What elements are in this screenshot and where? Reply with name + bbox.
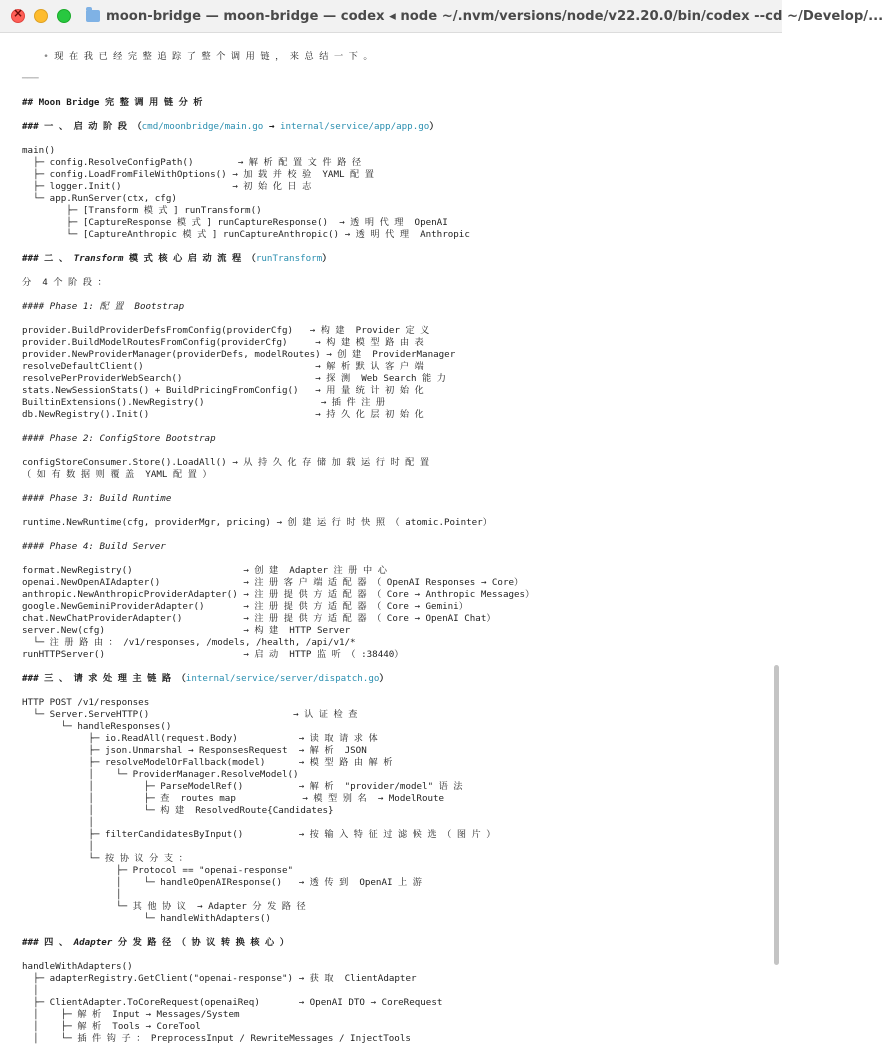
output-line: ├─ ClientAdapter.ToCoreRequest(openaiReq) → OpenAI DTO → CoreRequest (22, 997, 443, 1008)
scrollbar-thumb[interactable] (774, 665, 779, 965)
output-line: anthropic.NewAnthropicProviderAdapter() → 注 册 提 供 方 适 配 器 （ Core → Anthropic Messages） (22, 589, 535, 600)
output-line: main() (22, 145, 56, 156)
output-line: └─ handleResponses() (22, 721, 172, 732)
file-path-link[interactable]: internal/service/server/dispatch.go (185, 673, 380, 684)
output-line: ├─ config.LoadFromFileWithOptions() → 加 载 并 校 验 YAML 配 置 (22, 169, 374, 180)
output-line: └─ Server.ServeHTTP() → 认 证 检 查 (22, 709, 358, 720)
output-line: │ (22, 817, 94, 828)
output-line: ## Moon Bridge 完 整 调 用 链 分 析 (22, 97, 203, 108)
line-segment: ） (322, 253, 332, 264)
output-line: 分 4 个 阶 段 ： (22, 277, 107, 288)
output-line: │ └─ 构 建 ResolvedRoute{Candidates} (22, 805, 334, 816)
output-line: │ ├─ 解 析 Input → Messages/System (22, 1009, 240, 1020)
output-line: ├─ [CaptureResponse 模 式 ] runCaptureResponse() → 透 明 代 理 OpenAI (22, 217, 448, 228)
title-bar (0, 0, 883, 33)
output-line: （ 如 有 数 据 则 覆 盖 YAML 配 置 ） (22, 469, 212, 480)
output-line: format.NewRegistry() → 创 建 Adapter 注 册 中 心 (22, 565, 387, 576)
output-line: resolveDefaultClient() → 解 析 默 认 客 户 端 (22, 361, 424, 372)
output-line: └─ 注 册 路 由 ： /v1/responses, /models, /health, /api/v1/* (22, 637, 356, 648)
file-path-link[interactable]: internal/service/app/app.go (279, 121, 430, 132)
output-line: └─ [CaptureAnthropic 模 式 ] runCaptureAnthropic() → 透 明 代 理 Anthropic (22, 229, 470, 240)
output-line: openai.NewOpenAIAdapter() → 注 册 客 户 端 适 配 器 （ OpenAI Responses → Core） (22, 577, 524, 588)
output-line: ├─ filterCandidatesByInput() → 按 输 入 特 征 过 滤 候 选 （ 图 片 ） (22, 829, 496, 840)
output-line: HTTP POST /v1/responses (22, 697, 150, 708)
output-line: │ ├─ ParseModelRef() → 解 析 "provider/model" 语 法 (22, 781, 463, 792)
output-line: │ (22, 889, 122, 900)
line-segment: Transform (73, 253, 124, 264)
terminal-content[interactable] (0, 33, 772, 1045)
output-line: │ └─ ProviderManager.ResolveModel() (22, 769, 299, 780)
output-line: #### Phase 3: Build Runtime (22, 493, 172, 504)
output-line: runtime.NewRuntime(cfg, providerMgr, pricing) → 创 建 运 行 时 快 照 （ atomic.Pointer） (22, 517, 492, 528)
bullet: • (43, 51, 49, 62)
output-line: BuiltinExtensions().NewRegistry() → 插 件 注 册 (22, 397, 386, 408)
line-segment: ） (429, 121, 439, 132)
output-line: ├─ config.ResolveConfigPath() → 解 析 配 置 文 件 路 径 (22, 157, 362, 168)
output-line: server.New(cfg) → 构 建 HTTP Server (22, 625, 351, 636)
output-line: provider.BuildModelRoutesFromConfig(providerCfg) → 构 建 模 型 路 由 表 (22, 337, 424, 348)
line-segment: ### 二 、 (22, 253, 74, 264)
output-line: │ (22, 985, 39, 996)
output-line: └─ 按 协 议 分 支 ： (22, 853, 188, 864)
output-line: google.NewGeminiProviderAdapter() → 注 册 提 供 方 适 配 器 （ Core → Gemini） (22, 601, 468, 612)
output-line (22, 121, 439, 133)
output-line: └─ handleWithAdapters() (22, 913, 271, 924)
output-line: ├─ Protocol == "openai-response" (22, 865, 294, 876)
output-line (22, 673, 389, 685)
output-line: provider.BuildProviderDefsFromConfig(providerCfg) → 构 建 Provider 定 义 (22, 325, 430, 336)
window-controls (11, 9, 71, 23)
output-line: #### Phase 1: 配 置 Bootstrap (22, 301, 185, 312)
output-line: ├─ json.Unmarshal → ResponsesRequest → 解 析 JSON (22, 745, 367, 756)
output-line: └─ app.RunServer(ctx, cfg) (22, 193, 177, 204)
line-segment: 模 式 核 心 启 动 流 程 （ (123, 253, 256, 264)
output-line: ├─ [Transform 模 式 ] runTransform() (22, 205, 262, 216)
line-segment: Adapter (73, 937, 113, 948)
output-line: runHTTPServer() → 启 动 HTTP 监 听 （ :38440） (22, 649, 404, 660)
output-line: ├─ resolveModelOrFallback(model) → 模 型 路 由 解 析 (22, 757, 393, 768)
line-segment: ### 三 、 请 求 处 理 主 链 路 （ (22, 673, 186, 684)
window-title: moon-bridge — moon-bridge — codex ◂ node ~/.nvm/versions/node/v22.20.0/bin/codex --cd ~/Develop/... (106, 8, 883, 24)
line-segment: → (263, 121, 280, 132)
line-segment: ### 一 、 启 动 阶 段 （ (22, 121, 142, 132)
output-line: ├─ io.ReadAll(request.Body) → 读 取 请 求 体 (22, 733, 378, 744)
minimize-button[interactable] (34, 9, 48, 23)
line-segment: ### 四 、 (22, 937, 74, 948)
output-line: #### Phase 4: Build Server (22, 541, 166, 552)
line-segment: 分 发 路 径 （ 协 议 转 换 核 心 ） (112, 937, 289, 948)
file-path-link[interactable]: runTransform (255, 253, 323, 264)
output-line: chat.NewChatProviderAdapter() → 注 册 提 供 方 适 配 器 （ Core → OpenAI Chat） (22, 613, 496, 624)
folder-icon (86, 10, 100, 22)
output-line: configStoreConsumer.Store().LoadAll() → 从 持 久 化 存 储 加 载 运 行 时 配 置 (22, 457, 430, 468)
line-segment: ） (379, 673, 389, 684)
output-line: │ (22, 841, 94, 852)
output-line: │ ├─ 解 析 Tools → CoreTool (22, 1021, 201, 1032)
output-line: stats.NewSessionStats() + BuildPricingFromConfig() → 用 量 统 计 初 始 化 (22, 385, 424, 396)
output-line: ├─ adapterRegistry.GetClient("openai-response") → 获 取 ClientAdapter (22, 973, 417, 984)
maximize-button[interactable] (57, 9, 71, 23)
output-line: │ └─ 插 件 钩 子 ： PreprocessInput / RewriteMessages / InjectTools (22, 1033, 411, 1044)
output-line: provider.NewProviderManager(providerDefs, modelRoutes) → 创 建 ProviderManager (22, 349, 456, 360)
file-path-link[interactable]: cmd/moonbridge/main.go (141, 121, 264, 132)
output-line: │ ├─ 查 routes map → 模 型 别 名 → ModelRoute (22, 793, 445, 804)
output-line: ─── (22, 73, 39, 84)
output-line: handleWithAdapters() (22, 961, 133, 972)
output-line: ├─ logger.Init() → 初 始 化 日 志 (22, 181, 312, 192)
close-button[interactable] (11, 9, 25, 23)
output-line: #### Phase 2: ConfigStore Bootstrap (22, 433, 216, 444)
output-line (22, 253, 331, 265)
output-line: resolvePerProviderWebSearch() → 探 测 Web Search 能 力 (22, 373, 446, 384)
intro-line (10, 39, 373, 62)
output-line (22, 937, 289, 949)
output-line: db.NewRegistry().Init() → 持 久 化 层 初 始 化 (22, 409, 424, 420)
output-line: │ └─ handleOpenAIResponse() → 透 传 到 OpenAI 上 游 (22, 877, 422, 888)
intro-text: 现 在 我 已 经 完 整 追 踪 了 整 个 调 用 链 ， 来 总 结 一 下 。 (48, 51, 373, 62)
output-line: └─ 其 他 协 议 → Adapter 分 发 路 径 (22, 901, 306, 912)
